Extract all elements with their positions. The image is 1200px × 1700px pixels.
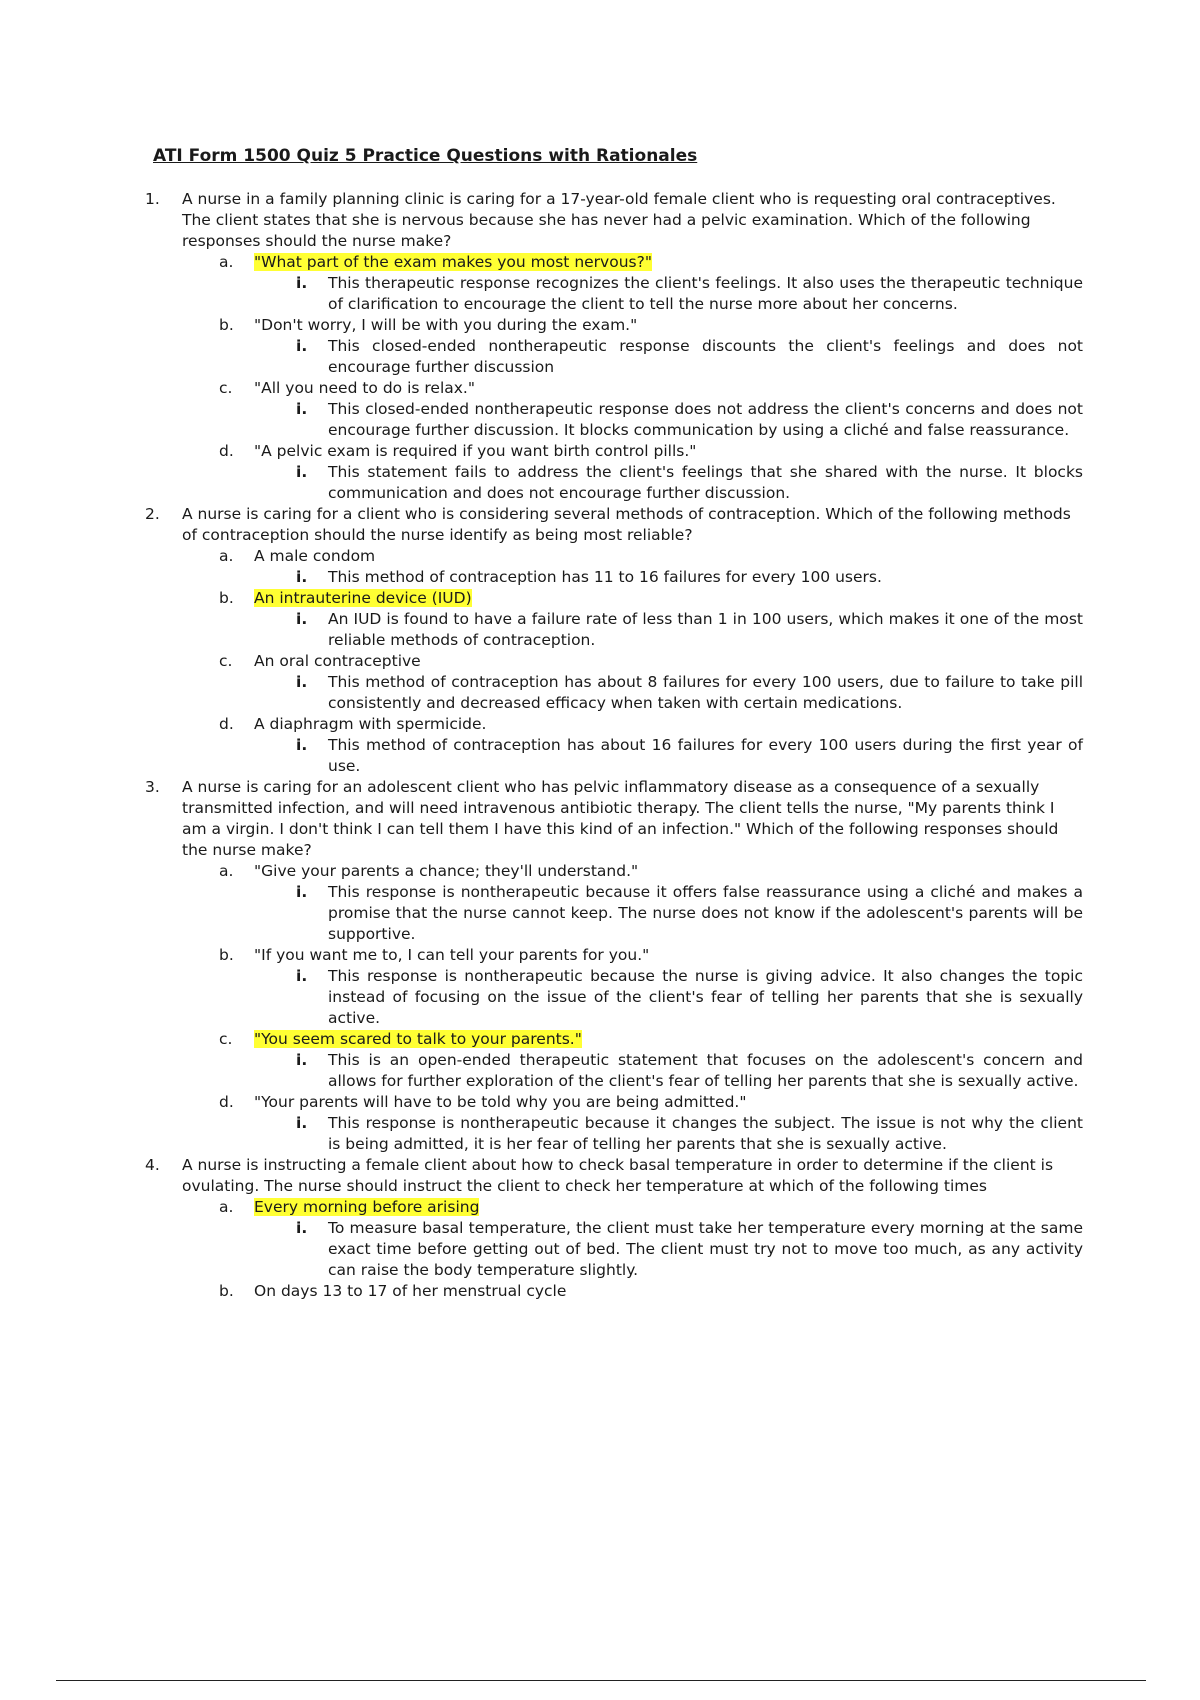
answer-option — [0, 651, 1200, 672]
rationale-text: To measure basal temperature, the client must take her temperature every morning at the same exact time before getting out of bed. The client must try not to move too much, as any activity can raise the body temperature slightly. — [328, 1219, 1083, 1279]
rationale — [0, 462, 1200, 504]
answer-option — [0, 1197, 1200, 1218]
answer-option — [0, 861, 1200, 882]
correct-answer-highlight: An intrauterine device (IUD) — [254, 589, 472, 607]
rationale — [0, 273, 1200, 315]
answer-option — [0, 1092, 1200, 1113]
answer-option — [0, 1281, 1200, 1302]
question-number: 3. — [145, 778, 160, 796]
rationale-number: i. — [296, 736, 308, 754]
option-letter: d. — [219, 442, 234, 460]
option-text — [254, 1092, 1074, 1113]
rationale-number: i. — [296, 337, 308, 355]
answer-option — [0, 588, 1200, 609]
option-letter: c. — [219, 379, 233, 397]
option-text — [254, 861, 1074, 882]
option-letter: a. — [219, 547, 234, 565]
rationale-text: An IUD is found to have a failure rate of less than 1 in 100 users, which makes it one of the most reliable methods of contraception. — [328, 610, 1083, 649]
option-letter: b. — [219, 946, 234, 964]
document-title: ATI Form 1500 Quiz 5 Practice Questions with Rationales — [153, 146, 698, 166]
answer-option — [0, 714, 1200, 735]
option-text — [254, 546, 1074, 567]
option-label: A diaphragm with spermicide. — [254, 715, 487, 733]
option-letter: b. — [219, 316, 234, 334]
option-text — [254, 1029, 1074, 1050]
rationale — [0, 399, 1200, 441]
option-text — [254, 651, 1074, 672]
question — [0, 1155, 1200, 1302]
answer-option — [0, 315, 1200, 336]
rationale-text: This is an open-ended therapeutic statement that focuses on the adolescent's concern and allows for further exploration of the client's fear of telling her parents that she is sexually active. — [328, 1051, 1083, 1090]
option-text — [254, 714, 1074, 735]
rationale-text: This statement fails to address the client's feelings that she shared with the nurse. It blocks communication and does not encourage further discussion. — [328, 463, 1083, 502]
option-text — [254, 315, 1074, 336]
rationale — [0, 609, 1200, 651]
rationale-number: i. — [296, 967, 308, 985]
rationale-number: i. — [296, 568, 308, 586]
rationale-number: i. — [296, 673, 308, 691]
rationale — [0, 567, 1200, 588]
option-text — [254, 1197, 1074, 1218]
question-list — [0, 189, 1200, 1302]
rationale-text: This method of contraception has 11 to 16 failures for every 100 users. — [328, 568, 882, 586]
rationale-text: This response is nontherapeutic because it changes the subject. The issue is not why the client is being admitted, it is her fear of telling her parents that she is sexually active. — [328, 1114, 1083, 1153]
rationale-text: This closed-ended nontherapeutic response does not address the client's concerns and does not encourage further discussion. It blocks communication by using a cliché and false reassurance. — [328, 400, 1083, 439]
option-letter: d. — [219, 715, 234, 733]
option-label: "All you need to do is relax." — [254, 379, 475, 397]
rationale-number: i. — [296, 1051, 308, 1069]
question-stem: A nurse is caring for an adolescent client who has pelvic inflammatory disease as a consequence of a sexually transmitted infection, and will need intravenous antibiotic therapy. The client tells the nurse, "My parents think I am a virgin. I don't think I can tell them I have this kind of an infection." Which of the following responses should the nurse make? — [182, 778, 1059, 859]
option-letter: d. — [219, 1093, 234, 1111]
answer-option — [0, 945, 1200, 966]
rationale — [0, 672, 1200, 714]
correct-answer-highlight: "What part of the exam makes you most nervous?" — [254, 253, 652, 271]
question-stem: A nurse is instructing a female client about how to check basal temperature in order to determine if the client is ovulating. The nurse should instruct the client to check her temperature at which of the following times — [182, 1156, 1054, 1195]
question-number: 4. — [145, 1156, 160, 1174]
answer-option — [0, 546, 1200, 567]
option-label: An oral contraceptive — [254, 652, 421, 670]
option-text — [254, 378, 1074, 399]
correct-answer-highlight: Every morning before arising — [254, 1198, 480, 1216]
option-label: "Give your parents a chance; they'll understand." — [254, 862, 639, 880]
answer-option — [0, 252, 1200, 273]
option-text — [254, 1281, 1074, 1302]
answer-option — [0, 441, 1200, 462]
rationale — [0, 735, 1200, 777]
question-number: 2. — [145, 505, 160, 523]
rationale-text: This closed-ended nontherapeutic response discounts the client's feelings and does not encourage further discussion — [328, 337, 1083, 376]
question-number: 1. — [145, 190, 160, 208]
option-label: "Your parents will have to be told why you are being admitted." — [254, 1093, 747, 1111]
rationale — [0, 1218, 1200, 1281]
option-text — [254, 252, 1074, 273]
question-stem: A nurse in a family planning clinic is caring for a 17-year-old female client who is requesting oral contraceptives. The client states that she is nervous because she has never had a pelvic examination. Which of the following responses should the nurse make? — [182, 190, 1056, 250]
question — [0, 504, 1200, 777]
rationale-number: i. — [296, 400, 308, 418]
option-letter: b. — [219, 1282, 234, 1300]
option-text — [254, 588, 1074, 609]
rationale-text: This method of contraception has about 16 failures for every 100 users during the first year of use. — [328, 736, 1083, 775]
question-stem: A nurse is caring for a client who is considering several methods of contraception. Which of the following methods of contraception should the nurse identify as being most reliable? — [182, 505, 1071, 544]
rationale-text: This response is nontherapeutic because it offers false reassurance using a cliché and makes a promise that the nurse cannot keep. The nurse does not know if the adolescent's parents will be supportive. — [328, 883, 1083, 943]
rationale-text: This therapeutic response recognizes the client's feelings. It also uses the therapeutic technique of clarification to encourage the client to tell the nurse more about her concerns. — [328, 274, 1083, 313]
question — [0, 777, 1200, 1155]
option-letter: a. — [219, 1198, 234, 1216]
rationale-number: i. — [296, 883, 308, 901]
option-label: A male condom — [254, 547, 376, 565]
option-label: "Don't worry, I will be with you during the exam." — [254, 316, 638, 334]
question — [0, 189, 1200, 504]
option-letter: a. — [219, 862, 234, 880]
option-letter: a. — [219, 253, 234, 271]
rationale — [0, 882, 1200, 945]
rationale-number: i. — [296, 610, 308, 628]
option-label: "A pelvic exam is required if you want birth control pills." — [254, 442, 697, 460]
option-letter: c. — [219, 652, 233, 670]
rationale-number: i. — [296, 274, 308, 292]
rationale-number: i. — [296, 1114, 308, 1132]
option-label: On days 13 to 17 of her menstrual cycle — [254, 1282, 567, 1300]
rationale-text: This response is nontherapeutic because the nurse is giving advice. It also changes the topic instead of focusing on the issue of the client's fear of telling her parents that she is sexually active. — [328, 967, 1083, 1027]
footer-divider — [56, 1680, 1146, 1681]
option-label: "If you want me to, I can tell your parents for you." — [254, 946, 650, 964]
option-text — [254, 441, 1074, 462]
rationale-number: i. — [296, 1219, 308, 1237]
rationale — [0, 1113, 1200, 1155]
option-text — [254, 945, 1074, 966]
rationale — [0, 966, 1200, 1029]
answer-option — [0, 1029, 1200, 1050]
option-letter: c. — [219, 1030, 233, 1048]
rationale — [0, 336, 1200, 378]
rationale-number: i. — [296, 463, 308, 481]
correct-answer-highlight: "You seem scared to talk to your parents." — [254, 1030, 582, 1048]
answer-option — [0, 378, 1200, 399]
rationale — [0, 1050, 1200, 1092]
rationale-text: This method of contraception has about 8 failures for every 100 users, due to failure to take pill consistently and decreased efficacy when taken with certain medications. — [328, 673, 1083, 712]
option-letter: b. — [219, 589, 234, 607]
